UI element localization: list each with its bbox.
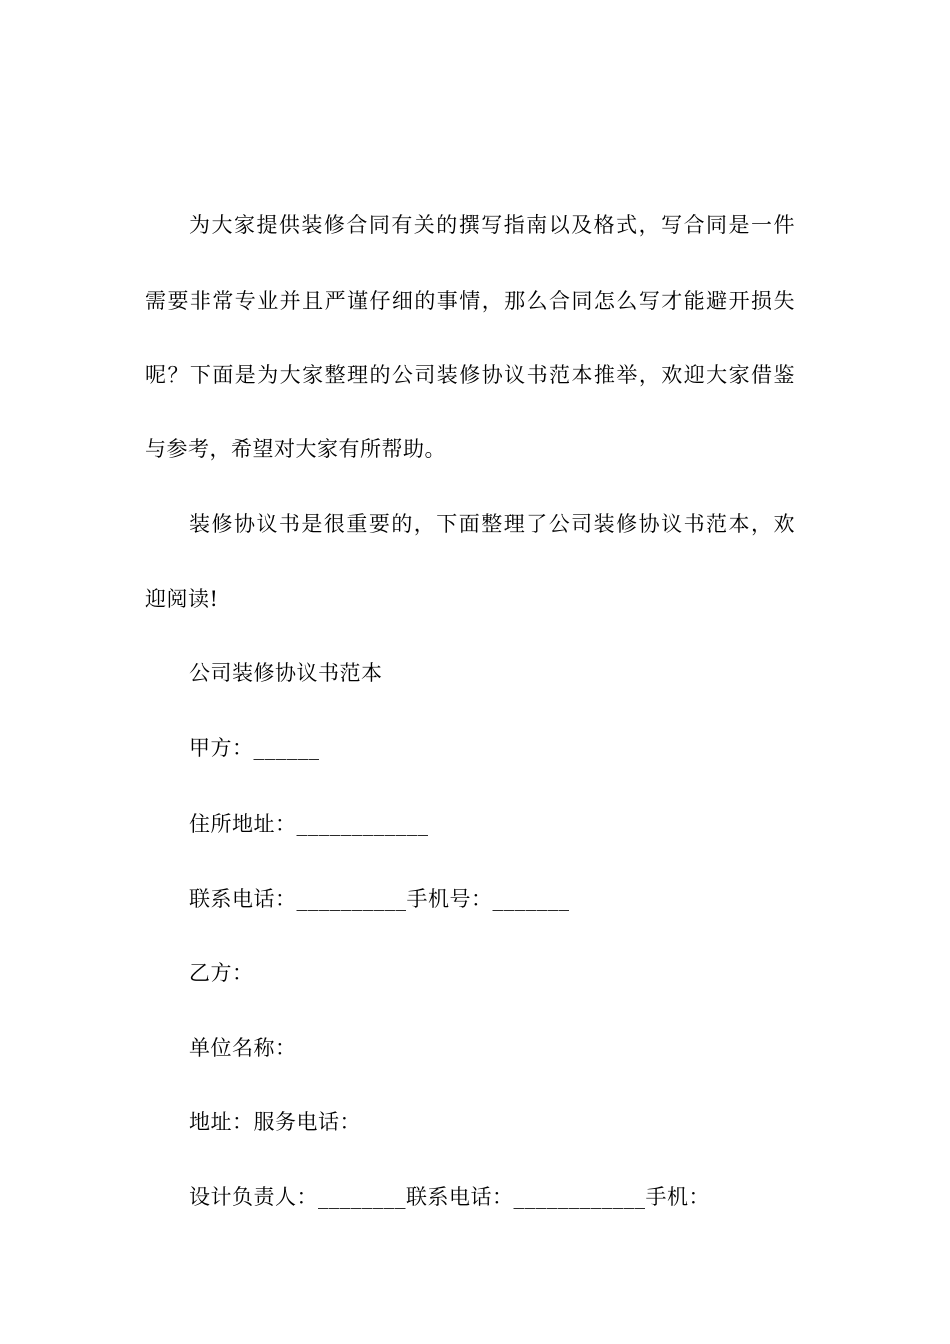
intro-paragraph-line-1: 为大家提供装修合同有关的撰写指南以及格式，写合同是一件	[189, 213, 795, 237]
field-designer: 设计负责人：________联系电话：____________手机：	[189, 1185, 710, 1209]
intro-paragraph-line-2: 需要非常专业并且严谨仔细的事情，那么合同怎么写才能避开损失	[145, 289, 795, 313]
document-page	[145, 0, 795, 1344]
field-unit-name: 单位名称：	[189, 1036, 297, 1060]
document-title: 公司装修协议书范本	[189, 661, 383, 685]
second-paragraph-line-2: 迎阅读!	[145, 587, 219, 611]
intro-paragraph-line-4: 与参考，希望对大家有所帮助。	[145, 437, 446, 461]
field-party-b: 乙方：	[189, 961, 254, 985]
field-address-service-phone: 地址：服务电话：	[189, 1110, 361, 1134]
field-phone: 联系电话：__________手机号：_______	[189, 887, 570, 911]
field-party-a: 甲方：______	[189, 736, 320, 760]
intro-paragraph-line-3: 呢？下面是为大家整理的公司装修协议书范本推举，欢迎大家借鉴	[145, 363, 795, 387]
second-paragraph-line-1: 装修协议书是很重要的，下面整理了公司装修协议书范本，欢	[189, 512, 795, 536]
field-address: 住所地址：____________	[189, 812, 429, 836]
